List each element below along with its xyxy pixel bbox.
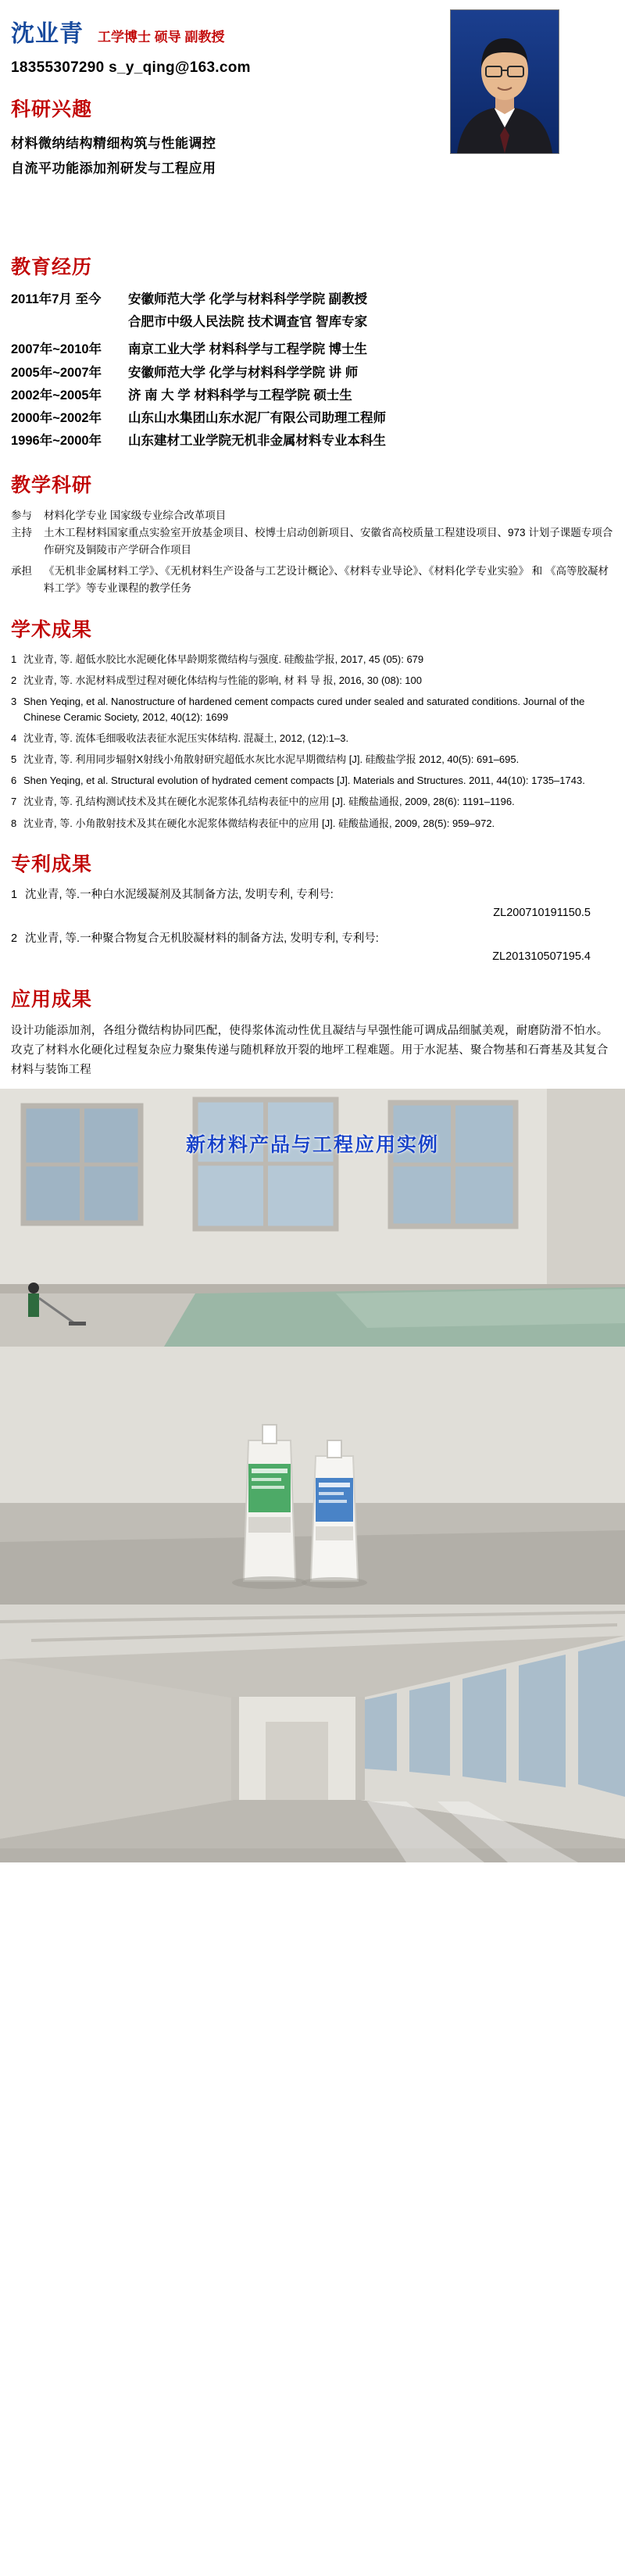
publication-item xyxy=(11,731,614,746)
teaching-body: 《无机非金属材料工学》、《无机材料生产设备与工艺设计概论》、《材料专业导论》、《材料化学专业实验》 和 《高等胶凝材料工学》等专业课程的教学任务 xyxy=(44,565,609,594)
education-body: 安徽师范大学 化学与材料科学学院 副教授 xyxy=(128,292,368,306)
education-body: 南京工业大学 材料科学与工程学院 博士生 xyxy=(128,342,368,357)
publication-text: 沈业青, 等. 利用同步辐射X射线小角散射研究超低水灰比水泥早期微结构 [J]. 硅酸盐学报 2012, 40(5): 691–695. xyxy=(23,753,520,766)
interest-item-2: 自流平功能添加剂研发与工程应用 xyxy=(11,161,216,177)
publication-item xyxy=(11,752,614,767)
education-row xyxy=(11,431,614,452)
publication-item xyxy=(11,694,614,725)
education-body: 山东建材工业学院无机非金属材料专业本科生 xyxy=(128,434,386,449)
publication-number: 8 xyxy=(11,817,17,829)
photo-room-interior xyxy=(0,1089,625,1347)
publication-text: 沈业青, 等. 流体毛细吸收法表征水泥压实体结构. 混凝土, 2012, (12):1–3. xyxy=(23,732,349,745)
publication-number: 7 xyxy=(11,796,17,808)
photo-products xyxy=(0,1347,625,1605)
publication-item xyxy=(11,652,614,667)
patent-id: ZL201310507195.4 xyxy=(492,950,591,964)
teaching-body: 材料化学专业 国家级专业综合改革项目 xyxy=(44,509,227,521)
education-date: 2000年~2002年 xyxy=(11,411,102,426)
education-date: 2011年7月 至今 xyxy=(11,292,102,306)
teaching-label: 承担 xyxy=(11,565,32,578)
patent-number: 1 xyxy=(11,888,18,901)
education-body: 济 南 大 学 材料科学与工程学院 硕士生 xyxy=(128,388,352,402)
education-title: 教育经历 xyxy=(11,256,93,278)
education-section xyxy=(0,252,625,453)
contact-info: 18355307290 s_y_qing@163.com xyxy=(11,59,251,76)
photo-gallery xyxy=(0,1089,625,1862)
patent-text: 沈业青, 等.一种白水泥缓凝剂及其制备方法, 发明专利, 专利号: xyxy=(25,888,334,901)
education-date: 2005年~2007年 xyxy=(11,365,102,380)
publication-item xyxy=(11,816,614,832)
education-date: 2002年~2005年 xyxy=(11,388,102,402)
person-name: 沈业青 xyxy=(11,21,84,47)
teaching-title: 教学科研 xyxy=(11,474,93,496)
application-title: 应用成果 xyxy=(11,988,93,1011)
education-row xyxy=(11,408,614,429)
patent-text-wrap xyxy=(25,930,614,966)
publication-text: 沈业青, 等. 孔结构测试技术及其在硬化水泥浆体孔结构表征中的应用 [J]. 硅酸盐通报, 2009, 28(6): 1191–1196. xyxy=(23,796,515,808)
header-section xyxy=(0,0,625,234)
publication-item xyxy=(11,673,614,689)
application-paragraph: 设计功能添加剂，各组分微结构协同匹配，使得浆体流动性优且凝结与早强性能可调成品细腻美观，耐磨防滑不怕水。攻克了材料水化硬化过程复杂应力聚集传递与随机释放开裂的地坪工程难题。用于水泥基、聚合物基和石膏基及其复合材料与装饰工程 xyxy=(11,1024,609,1077)
publication-number: 4 xyxy=(11,732,17,745)
application-section xyxy=(0,984,625,1081)
publication-number: 5 xyxy=(11,753,17,766)
publication-item xyxy=(11,794,614,810)
person-degree: 工学博士 硕导 副教授 xyxy=(98,30,225,45)
publications-section xyxy=(0,614,625,832)
teaching-row xyxy=(11,507,614,524)
photo-corridor xyxy=(0,1605,625,1862)
education-row xyxy=(11,339,614,360)
interest-item-1: 材料微纳结构精细构筑与性能调控 xyxy=(11,136,216,151)
patent-text: 沈业青, 等.一种聚合物复合无机胶凝材料的制备方法, 发明专利, 专利号: xyxy=(25,932,379,946)
teaching-row xyxy=(11,524,614,558)
teaching-label: 主持 xyxy=(11,527,32,539)
patent-item xyxy=(11,930,614,966)
patent-number: 2 xyxy=(11,932,18,946)
patents-title: 专利成果 xyxy=(11,853,93,875)
patents-section xyxy=(0,849,625,967)
education-body: 山东山水集团山东水泥厂有限公司助理工程师 xyxy=(128,411,386,426)
education-row xyxy=(11,289,614,310)
interest-title: 科研兴趣 xyxy=(11,98,93,120)
publication-text: 沈业青, 等. 超低水胶比水泥硬化体早龄期浆微结构与强度. 硅酸盐学报, 2017, 45 (05): 679 xyxy=(23,653,424,665)
education-body: 安徽师范大学 化学与材料科学学院 讲 师 xyxy=(128,365,359,380)
teaching-section xyxy=(0,470,625,597)
publication-text: 沈业青, 等. 小角散射技术及其在硬化水泥浆体微结构表征中的应用 [J]. 硅酸盐通报, 2009, 28(5): 959–972. xyxy=(23,817,495,829)
publication-text: Shen Yeqing, et al. Nanostructure of hardened cement compacts cured under sealed and saturated conditions. Journal of the Chinese Ceramic Society, 2012, 40(12): 1699 xyxy=(23,695,585,723)
teaching-body: 土木工程材料国家重点实验室开放基金项目、校博士启动创新项目、安徽省高校质量工程建设项目、973 计划子课题专项合作研究及铜陵市产学研合作项目 xyxy=(44,527,613,556)
teaching-label: 参与 xyxy=(11,509,32,521)
teaching-row xyxy=(11,563,614,596)
photo-caption: 新材料产品与工程应用实例 xyxy=(185,1133,439,1156)
publication-number: 6 xyxy=(11,775,17,787)
publication-number: 2 xyxy=(11,674,17,686)
publication-number: 1 xyxy=(11,653,17,665)
education-date: 2007年~2010年 xyxy=(11,342,102,357)
education-subrow: 合肥市中级人民法院 技术调查官 智库专家 xyxy=(128,315,368,330)
publication-item xyxy=(11,773,614,789)
patent-text-wrap xyxy=(25,886,614,922)
education-row xyxy=(11,363,614,384)
publication-text: 沈业青, 等. 水泥材料成型过程对硬化体结构与性能的影响, 材 料 导 报, 2016, 30 (08): 100 xyxy=(23,674,422,686)
portrait-photo xyxy=(450,9,559,154)
education-row xyxy=(11,385,614,406)
publication-text: Shen Yeqing, et al. Structural evolution of hydrated cement compacts [J]. Materials and Structures. 2011, 44(10): 1735–1743. xyxy=(23,775,585,787)
education-date: 1996年~2000年 xyxy=(11,434,102,449)
patent-id: ZL200710191150.5 xyxy=(493,906,591,919)
publication-number: 3 xyxy=(11,695,17,707)
publications-title: 学术成果 xyxy=(11,618,93,641)
patent-item xyxy=(11,886,614,922)
